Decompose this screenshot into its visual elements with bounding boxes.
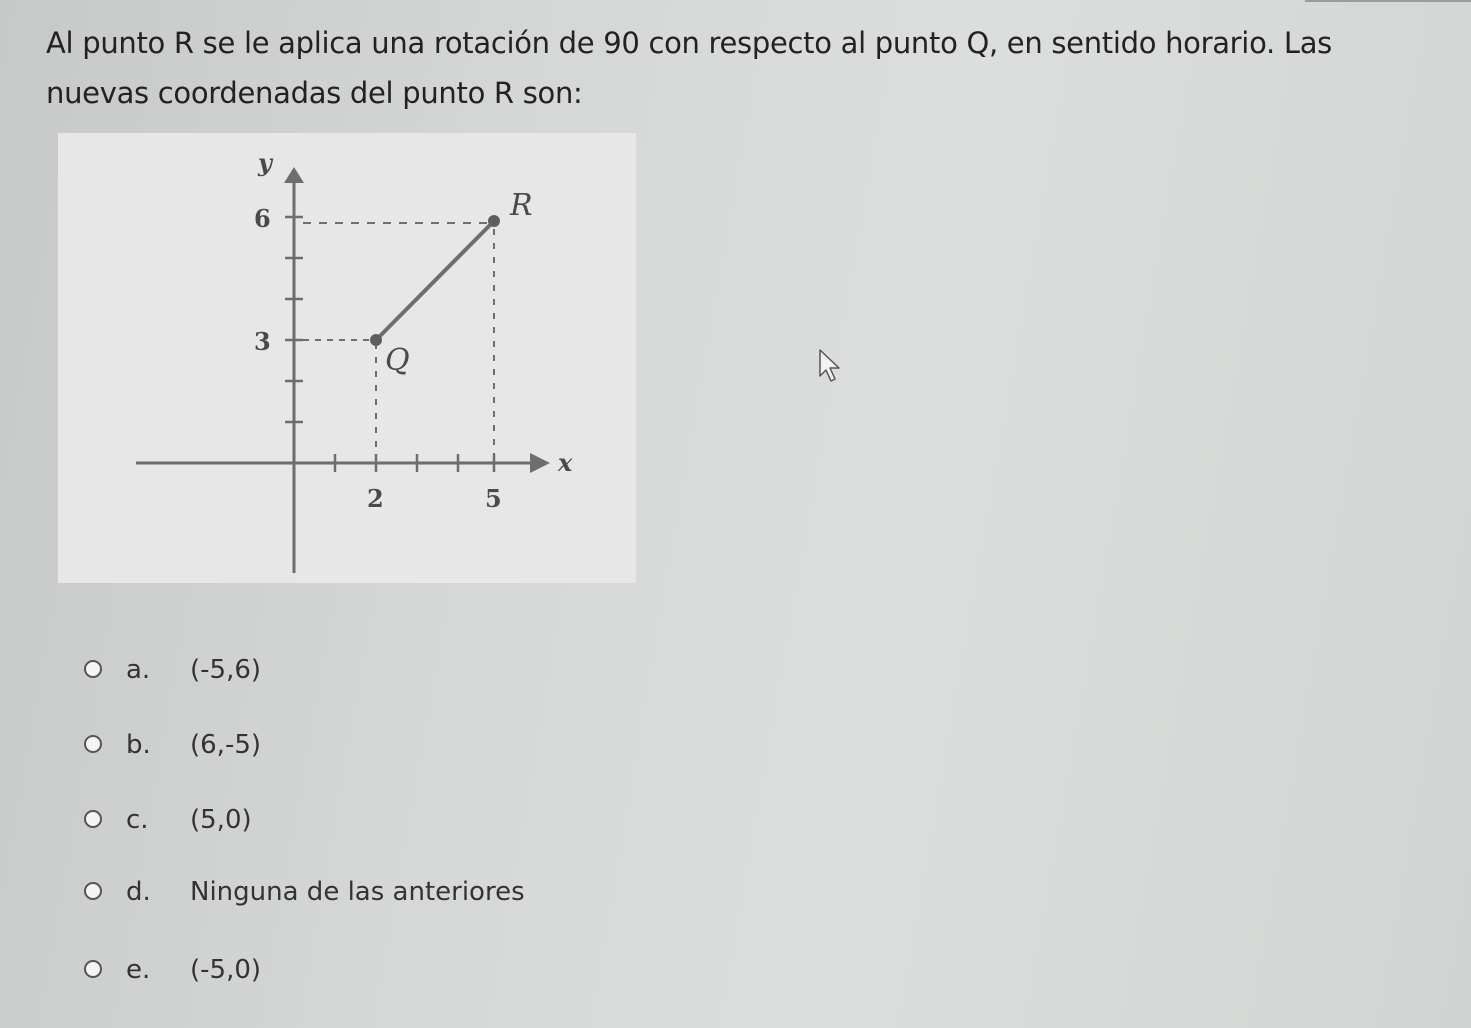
y-tick-label-3: 3 bbox=[254, 327, 271, 356]
y-axis-label: y bbox=[258, 148, 272, 177]
radio-e[interactable] bbox=[84, 960, 102, 978]
question-text: Al punto R se le aplica una rotación de 90 con respecto al punto Q, en sentido horario. Las nuevas coordenadas del punto R son: bbox=[46, 26, 1332, 110]
radio-b[interactable] bbox=[84, 735, 102, 753]
point-r bbox=[488, 215, 500, 227]
option-b[interactable] bbox=[84, 725, 644, 765]
radio-a[interactable] bbox=[84, 660, 102, 678]
option-c-text: (5,0) bbox=[190, 805, 252, 835]
option-a[interactable] bbox=[84, 650, 644, 690]
point-q-label: Q bbox=[385, 343, 410, 378]
option-c[interactable] bbox=[84, 800, 644, 840]
option-a-letter: a. bbox=[126, 655, 151, 685]
option-d[interactable] bbox=[84, 872, 644, 912]
option-e[interactable] bbox=[84, 950, 644, 990]
mouse-cursor-icon bbox=[818, 348, 846, 388]
top-divider bbox=[1305, 0, 1471, 2]
option-c-letter: c. bbox=[126, 805, 149, 835]
option-b-letter: b. bbox=[126, 730, 151, 760]
point-q bbox=[370, 334, 382, 346]
option-d-letter: d. bbox=[126, 877, 151, 907]
radio-c[interactable] bbox=[84, 810, 102, 828]
x-axis-label: x bbox=[558, 448, 573, 477]
radio-d[interactable] bbox=[84, 882, 102, 900]
option-b-text: (6,-5) bbox=[190, 730, 262, 760]
option-d-text: Ninguna de las anteriores bbox=[190, 877, 525, 907]
coordinate-plane bbox=[58, 133, 636, 583]
option-e-letter: e. bbox=[126, 955, 151, 985]
x-axis-arrow bbox=[530, 453, 550, 473]
point-r-label: R bbox=[510, 188, 533, 223]
option-e-text: (-5,0) bbox=[190, 955, 262, 985]
x-tick-label-5: 5 bbox=[485, 484, 502, 513]
x-tick-label-2: 2 bbox=[367, 484, 384, 513]
segment-qr bbox=[376, 221, 494, 340]
y-axis-arrow bbox=[284, 167, 304, 183]
y-tick-label-6: 6 bbox=[254, 204, 271, 233]
coordinate-figure bbox=[58, 133, 636, 583]
option-a-text: (-5,6) bbox=[190, 655, 262, 685]
